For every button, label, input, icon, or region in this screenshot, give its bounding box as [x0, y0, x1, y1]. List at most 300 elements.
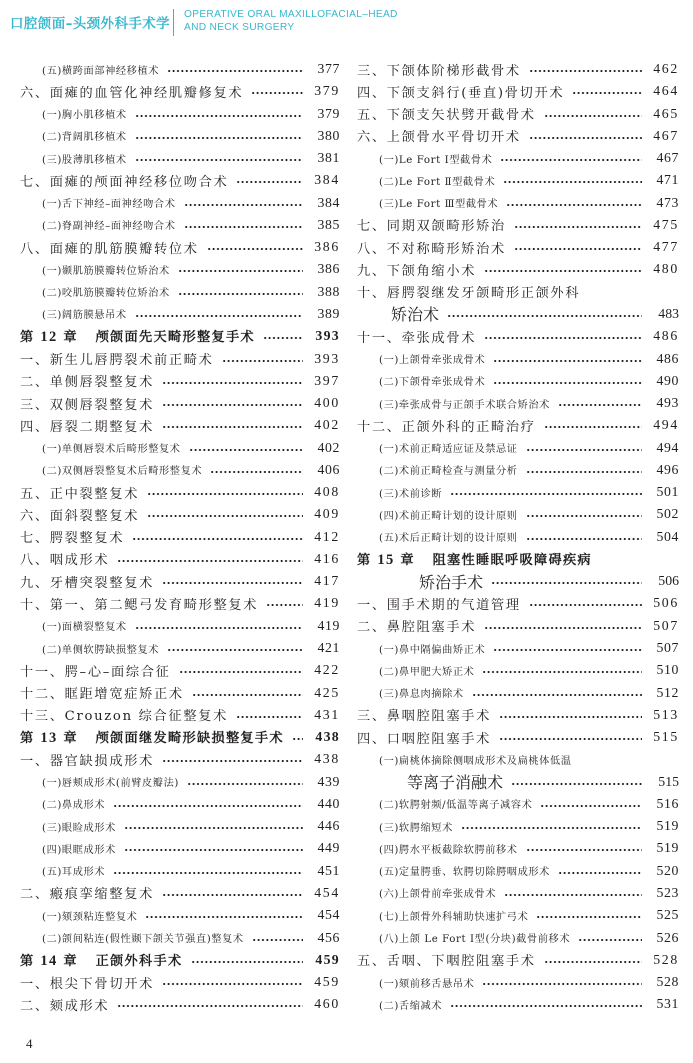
toc-entry[interactable]	[357, 904, 679, 926]
dot-leader	[167, 58, 303, 80]
toc-entry-page: 459	[315, 951, 340, 967]
dot-leader	[147, 503, 303, 525]
toc-entry-page: 393	[315, 328, 340, 344]
toc-entry[interactable]	[357, 659, 679, 681]
toc-entry-page: 494	[656, 439, 679, 455]
dot-leader	[572, 80, 642, 102]
toc-entry-page: 386	[314, 239, 340, 255]
dot-leader	[511, 771, 642, 793]
toc-entry-title: 矫治手术	[419, 572, 484, 592]
toc-entry[interactable]	[20, 236, 340, 258]
toc-entry[interactable]	[357, 726, 679, 748]
toc-entry-title: (二)舌缩减术	[379, 1000, 443, 1012]
toc-entry-title: 九、牙槽突裂整复术	[20, 575, 154, 591]
toc-entry-title: (二)咬肌筋膜瓣转位矫治术	[42, 288, 170, 300]
toc-entry-title: 二、颏成形术	[20, 998, 110, 1014]
toc-entry-page: 531	[656, 996, 679, 1012]
dot-leader	[499, 726, 642, 748]
dot-leader	[472, 682, 642, 704]
toc-entry-page: 431	[314, 706, 340, 722]
toc-entry-page: 486	[656, 350, 679, 366]
dot-leader	[500, 147, 642, 169]
toc-entry-title: (二)单侧软腭缺损整复术	[42, 644, 160, 656]
toc-entry[interactable]	[20, 348, 340, 370]
toc-entry-page: 417	[314, 573, 340, 589]
dot-leader	[493, 637, 642, 659]
toc-entry[interactable]	[357, 103, 679, 125]
toc-entry[interactable]	[357, 526, 679, 548]
dot-leader	[558, 860, 642, 882]
toc-entry-page: 525	[656, 907, 679, 923]
toc-entry-title: (三)阔筋膜悬吊术	[42, 310, 127, 322]
toc-entry-title: 六、面瘫的血管化神经肌瓣修复术	[20, 85, 244, 101]
toc-entry-title: (三)Le Fort Ⅲ型截骨术	[379, 199, 499, 211]
toc-entry-title: (一)颏颈粘连整复术	[42, 911, 138, 923]
dot-leader	[526, 837, 642, 859]
toc-entry-page: 528	[653, 951, 679, 967]
dot-leader	[187, 771, 303, 793]
dot-leader	[484, 615, 642, 637]
dot-leader	[162, 748, 303, 770]
toc-entry-title: (七)上颌骨外科辅助快速扩弓术	[379, 911, 529, 923]
dot-leader	[251, 80, 303, 102]
toc-entry-title: (五)定量腭垂、软腭切除腭咽成形术	[379, 867, 550, 879]
toc-entry[interactable]	[20, 414, 340, 436]
toc-entry-title: 四、口咽腔阻塞手术	[357, 731, 491, 747]
toc-entry-page: 477	[653, 239, 679, 255]
dot-leader	[499, 704, 642, 726]
dot-leader	[191, 949, 304, 971]
toc-entry-title: 十、第一、第二鳃弓发育畸形整复术	[20, 597, 259, 613]
toc-entry[interactable]	[357, 325, 679, 347]
dot-leader	[526, 503, 642, 525]
dot-leader	[482, 971, 642, 993]
dot-leader	[514, 214, 642, 236]
toc-entry-page: 422	[314, 662, 340, 678]
toc-entry[interactable]	[20, 949, 340, 971]
toc-entry-title: (一)上颌骨牵张成骨术	[379, 355, 486, 366]
toc-entry[interactable]	[357, 125, 679, 147]
toc-entry-page: 515	[653, 729, 679, 745]
toc-entry-title: (三)术前诊断	[379, 488, 443, 500]
toc-entry-title: (四)腭水平板截除软腭前移术	[379, 844, 518, 856]
dot-leader	[558, 392, 642, 414]
dot-leader	[147, 481, 303, 503]
toc-entry-page: 502	[656, 506, 679, 522]
toc-entry-page: 516	[656, 795, 679, 811]
toc-entry-title: 一、围手术期的气道管理	[357, 597, 521, 613]
toc-entry[interactable]	[357, 236, 679, 258]
toc-entry[interactable]	[357, 704, 679, 726]
dot-leader	[189, 437, 303, 459]
toc-entry-title: (一)胸小肌移植术	[42, 110, 127, 122]
toc-entry-title: (二)背阔肌移植术	[42, 132, 127, 144]
toc-entry[interactable]	[20, 704, 340, 726]
dot-leader	[292, 726, 303, 748]
toc-entry-title: (一)面横裂整复术	[42, 622, 127, 634]
toc-entry-page: 454	[317, 907, 340, 923]
toc-entry-page: 438	[314, 751, 340, 767]
toc-entry-title: 四、下颌支斜行(垂直)骨切开术	[357, 85, 565, 101]
toc-entry-page: 475	[653, 216, 679, 232]
toc-entry-page: 419	[317, 617, 340, 633]
toc-entry[interactable]	[357, 860, 679, 882]
toc-entry[interactable]	[20, 258, 340, 280]
toc-entry-title: 十一、腭–心–面综合征	[20, 664, 171, 680]
toc-entry[interactable]	[20, 659, 340, 681]
toc-entry[interactable]	[357, 882, 679, 904]
dot-leader	[192, 682, 303, 704]
dot-leader	[482, 659, 642, 681]
toc-entry-page: 506	[658, 573, 679, 589]
dot-leader	[179, 659, 303, 681]
page-header	[0, 0, 693, 48]
toc-entry-title: 六、面斜裂整复术	[20, 508, 140, 524]
dot-leader	[493, 370, 642, 392]
header-divider	[173, 9, 174, 36]
toc-entry-title: (六)上颌骨前牵张成骨术	[379, 889, 497, 901]
dot-leader	[162, 882, 303, 904]
toc-entry-title: (二)下颌骨牵张成骨术	[379, 377, 486, 389]
toc-entry-title: 五、舌咽、下咽腔阻塞手术	[357, 954, 536, 970]
toc-entry[interactable]	[20, 80, 340, 102]
toc-entry-title: (二)颌间粘连(假性颞下颌关节强直)整复术	[42, 934, 244, 946]
toc-entry-page: 520	[656, 862, 679, 878]
toc-entry[interactable]	[357, 169, 679, 191]
chapter-heading: 第 14 章 正颌外科手术	[20, 952, 183, 969]
book-title-en	[184, 9, 398, 34]
toc-entry[interactable]	[357, 748, 679, 770]
dot-leader	[540, 793, 642, 815]
toc-entry[interactable]	[20, 993, 340, 1015]
dot-leader	[506, 192, 642, 214]
chapter-number: 15	[377, 551, 395, 568]
dot-leader	[184, 214, 303, 236]
toc-entry-title: (二)双侧唇裂整复术后畸形整复术	[42, 466, 203, 478]
toc-entry-page: 467	[653, 127, 679, 143]
toc-entry[interactable]	[357, 459, 679, 481]
toc-entry-page: 438	[315, 729, 340, 745]
toc-entry-page: 465	[653, 105, 679, 121]
dot-leader	[162, 570, 303, 592]
chapter-number: 12	[40, 329, 58, 346]
toc-entry[interactable]	[20, 303, 340, 325]
toc-entry[interactable]	[357, 682, 679, 704]
toc-entry-page: 471	[656, 172, 679, 188]
toc-entry-page: 486	[653, 328, 679, 344]
toc-entry[interactable]	[357, 548, 679, 570]
toc-entry-page: 473	[656, 194, 679, 210]
toc-entry-title: (三)眼睑成形术	[42, 822, 116, 834]
toc-entry[interactable]	[20, 147, 340, 169]
book-title-cn: 口腔颌面–头颈外科手术学	[10, 16, 171, 32]
toc-entry-title: (八)上颌 Le Fort Ⅰ型(分块)截骨前移术	[379, 934, 571, 946]
toc-entry-title: 三、鼻咽腔阻塞手术	[357, 709, 491, 725]
toc-entry[interactable]	[20, 971, 340, 993]
dot-leader	[504, 882, 642, 904]
toc-entry[interactable]	[20, 481, 340, 503]
toc-entry-title: (五)横跨面部神经移植术	[42, 65, 160, 77]
toc-entry[interactable]	[357, 258, 679, 280]
toc-entry-title: (三)股薄肌移植术	[42, 154, 127, 166]
toc-entry-page: 380	[317, 127, 340, 143]
toc-entry[interactable]	[357, 503, 679, 525]
toc-entry[interactable]	[357, 793, 679, 815]
toc-entry-title: 五、正中裂整复术	[20, 486, 140, 502]
dot-leader	[124, 815, 303, 837]
toc-entry-title: 二、单侧唇裂整复术	[20, 375, 154, 391]
dot-leader	[124, 837, 303, 859]
toc-entry[interactable]	[20, 592, 340, 614]
toc-entry-title: 八、咽成形术	[20, 553, 110, 569]
toc-entry-page: 512	[656, 684, 679, 700]
toc-entry-title: (五)耳成形术	[42, 867, 106, 879]
toc-entry-page: 388	[317, 283, 340, 299]
toc-entry[interactable]	[357, 80, 679, 102]
chapter-title: 颅颌面继发畸形缺损整复手术	[95, 731, 284, 747]
dot-leader	[252, 927, 303, 949]
dot-leader	[529, 125, 642, 147]
dot-leader	[578, 927, 642, 949]
chapter-number: 14	[40, 952, 58, 969]
toc-entry[interactable]	[20, 615, 340, 637]
toc-entry-page: 507	[653, 617, 679, 633]
toc-entry[interactable]	[357, 815, 679, 837]
toc-entry-title: 十、唇腭裂继发牙颌畸形正颌外科	[357, 286, 581, 302]
toc-entry-title: 八、面瘫的肌筋膜瓣转位术	[20, 241, 199, 257]
toc-entry-page: 402	[314, 417, 340, 433]
toc-entry[interactable]	[20, 526, 340, 548]
dot-leader	[210, 459, 303, 481]
toc-entry-title: 矫治术	[391, 305, 440, 325]
dot-leader	[178, 258, 303, 280]
dot-leader	[514, 236, 642, 258]
toc-entry[interactable]	[357, 214, 679, 236]
toc-entry[interactable]	[357, 570, 679, 592]
toc-entry-page: 467	[656, 150, 679, 166]
toc-entry-title: (一)颞肌筋膜瓣转位矫治术	[42, 265, 170, 277]
toc-entry-title: (三)鼻息肉摘除术	[379, 689, 464, 701]
toc-entry[interactable]	[20, 192, 340, 214]
toc-entry[interactable]	[20, 927, 340, 949]
toc-entry-page: 464	[653, 83, 679, 99]
toc-entry[interactable]	[20, 682, 340, 704]
toc-entry[interactable]	[357, 370, 679, 392]
dot-leader	[167, 637, 303, 659]
dot-leader	[236, 169, 303, 191]
toc-entry-title: 二、瘢痕挛缩整复术	[20, 887, 154, 903]
toc-entry[interactable]	[357, 927, 679, 949]
toc-entry[interactable]	[357, 481, 679, 503]
toc-entry[interactable]	[20, 459, 340, 481]
toc-entry[interactable]	[357, 949, 679, 971]
dot-leader	[113, 860, 303, 882]
toc-entry[interactable]	[357, 771, 679, 793]
toc-entry-page: 462	[653, 61, 679, 76]
toc-entry[interactable]	[20, 103, 340, 125]
toc-entry[interactable]	[357, 592, 679, 614]
toc-entry[interactable]	[20, 771, 340, 793]
toc-entry[interactable]	[357, 303, 679, 325]
toc-entry-title: 十二、正颌外科的正畸治疗	[357, 419, 536, 435]
dot-leader	[526, 437, 642, 459]
toc-entry-page: 393	[314, 350, 340, 366]
toc-entry[interactable]	[357, 637, 679, 659]
dot-leader	[529, 58, 642, 80]
toc-entry-page: 506	[653, 595, 679, 611]
chapter-heading: 第 13 章 颅颌面继发畸形缺损整复手术	[20, 730, 284, 747]
dot-leader	[222, 348, 303, 370]
chapter-heading: 第 15 章 阻塞性睡眠呼吸障碍疾病	[357, 551, 592, 568]
dot-leader	[162, 392, 303, 414]
dot-leader	[447, 303, 642, 325]
toc-entry[interactable]	[357, 414, 679, 436]
chapter-title: 颅颌面先天畸形整复手术	[95, 330, 255, 346]
toc-entry[interactable]	[20, 815, 340, 837]
toc-entry-page: 446	[317, 818, 340, 834]
toc-entry[interactable]	[20, 548, 340, 570]
dot-leader	[132, 526, 303, 548]
toc-entry-title: (二)脊副神经–面神经吻合术	[42, 221, 176, 233]
toc-entry[interactable]	[357, 615, 679, 637]
toc-entry[interactable]	[20, 503, 340, 525]
toc-entry[interactable]	[20, 58, 340, 80]
dot-leader	[135, 303, 303, 325]
toc-entry[interactable]	[20, 882, 340, 904]
toc-entry-title: 六、上颌骨水平骨切开术	[357, 130, 521, 146]
toc-entry[interactable]	[20, 214, 340, 236]
dot-leader	[117, 548, 303, 570]
toc-entry-title: (五)术后正畸计划的设计原则	[379, 533, 518, 545]
toc-entry-title: (二)鼻甲肥大矫正术	[379, 666, 475, 678]
toc-entry-title: (一)单侧唇裂术后畸形整复术	[42, 444, 181, 456]
toc-entry-page: 480	[653, 261, 679, 277]
toc-entry[interactable]	[20, 837, 340, 859]
dot-leader	[135, 103, 303, 125]
toc-entry[interactable]	[20, 793, 340, 815]
toc-entry-title: 七、面瘫的颅面神经移位吻合术	[20, 174, 229, 190]
toc-entry-title: 八、不对称畸形矫治术	[357, 241, 506, 257]
toc-entry[interactable]	[20, 325, 340, 347]
toc-entry[interactable]	[20, 370, 340, 392]
toc-entry-title: 十二、眶距增宽症矫正术	[20, 687, 184, 703]
toc-entry[interactable]	[357, 837, 679, 859]
toc-entry-page: 526	[656, 929, 679, 945]
chapter-title: 阻塞性睡眠呼吸障碍疾病	[432, 552, 592, 568]
dot-leader	[461, 815, 642, 837]
toc-entry-title: 一、新生儿唇腭裂术前正畸术	[20, 353, 214, 368]
toc-entry[interactable]	[20, 437, 340, 459]
toc-entry-page: 528	[656, 974, 679, 990]
dot-leader	[503, 169, 642, 191]
toc-entry[interactable]	[357, 192, 679, 214]
toc-entry-title: 等离子消融术	[407, 773, 504, 793]
dot-leader	[145, 904, 303, 926]
toc-entry[interactable]	[20, 860, 340, 882]
toc-entry-title: (四)眼眶成形术	[42, 844, 116, 856]
dot-leader	[526, 526, 642, 548]
toc-entry[interactable]	[20, 726, 340, 748]
toc-entry[interactable]	[20, 570, 340, 592]
dot-leader	[493, 348, 642, 370]
toc-entry[interactable]	[357, 348, 679, 370]
toc-entry-page: 496	[656, 461, 679, 477]
toc-entry-page: 408	[314, 484, 340, 500]
toc-entry-page: 459	[314, 974, 340, 990]
dot-leader	[135, 125, 303, 147]
toc-entry-page: 513	[653, 706, 679, 722]
toc-entry[interactable]	[20, 392, 340, 414]
toc-entry[interactable]	[20, 748, 340, 770]
toc-entry-title: 九、下颌角缩小术	[357, 263, 477, 279]
toc-entry[interactable]	[357, 993, 679, 1015]
dot-leader	[266, 592, 303, 614]
toc-entry-title: (一)舌下神经–面神经吻合术	[42, 199, 176, 211]
toc-entry-page: 519	[656, 818, 679, 834]
dot-leader	[162, 414, 303, 436]
toc-entry[interactable]	[357, 281, 679, 303]
toc-entry[interactable]	[357, 147, 679, 169]
toc-entry-page: 451	[317, 862, 340, 878]
toc-left-column	[20, 58, 340, 1038]
toc-entry[interactable]	[357, 58, 679, 80]
toc-entry-title: (三)牵张成骨与正颌手术联合矫治术	[379, 399, 550, 411]
dot-leader	[544, 414, 642, 436]
toc-entry[interactable]	[20, 125, 340, 147]
toc-entry-page: 507	[656, 640, 679, 656]
toc-entry-page: 454	[314, 884, 340, 900]
toc-entry-title: (二)鼻成形术	[42, 800, 106, 812]
dot-leader	[544, 949, 642, 971]
toc-entry-title: (三)软腭缩短术	[379, 822, 453, 834]
toc-entry[interactable]	[20, 281, 340, 303]
dot-leader	[529, 592, 642, 614]
toc-entry-title: 十三、Crouzon 综合征整复术	[20, 709, 228, 725]
toc-entry-page: 409	[314, 506, 340, 522]
toc-entry-title: (一)术前正畸适应证及禁忌证	[379, 444, 518, 456]
toc-entry-page: 416	[314, 550, 340, 566]
toc-entry-title: (一)颏前移舌悬吊术	[379, 978, 475, 990]
toc-entry-page: 523	[656, 884, 679, 900]
dot-leader	[135, 147, 303, 169]
toc-entry-page: 379	[314, 83, 340, 99]
toc-entry-page: 385	[317, 216, 340, 232]
toc-entry-title: 二、鼻腔阻塞手术	[357, 620, 477, 636]
toc-entry[interactable]	[20, 169, 340, 191]
toc-entry-title: 一、根尖下骨切开术	[20, 976, 154, 992]
toc-entry-page: 439	[317, 773, 340, 789]
toc-entry-page: 419	[314, 595, 340, 611]
dot-leader	[544, 103, 642, 125]
toc-entry-title: 五、下颌支矢状劈开截骨术	[357, 108, 536, 124]
toc-entry[interactable]	[357, 971, 679, 993]
chapter-number: 13	[40, 730, 58, 747]
toc-entry-page: 425	[314, 684, 340, 700]
toc-entry-page: 402	[317, 439, 340, 455]
dot-leader	[450, 481, 642, 503]
toc-entry-page: 456	[317, 929, 340, 945]
page-number: 4	[26, 1036, 33, 1051]
toc-entry[interactable]	[357, 437, 679, 459]
toc-entry[interactable]	[20, 904, 340, 926]
toc-entry-title: 七、腭裂整复术	[20, 531, 125, 547]
toc-entry[interactable]	[357, 392, 679, 414]
toc-entry-title: 三、双侧唇裂整复术	[20, 397, 154, 413]
toc-entry[interactable]	[20, 637, 340, 659]
toc-entry-page: 449	[317, 840, 340, 856]
chapter-title: 正颌外科手术	[95, 953, 183, 969]
toc-entry-page: 501	[656, 484, 679, 500]
